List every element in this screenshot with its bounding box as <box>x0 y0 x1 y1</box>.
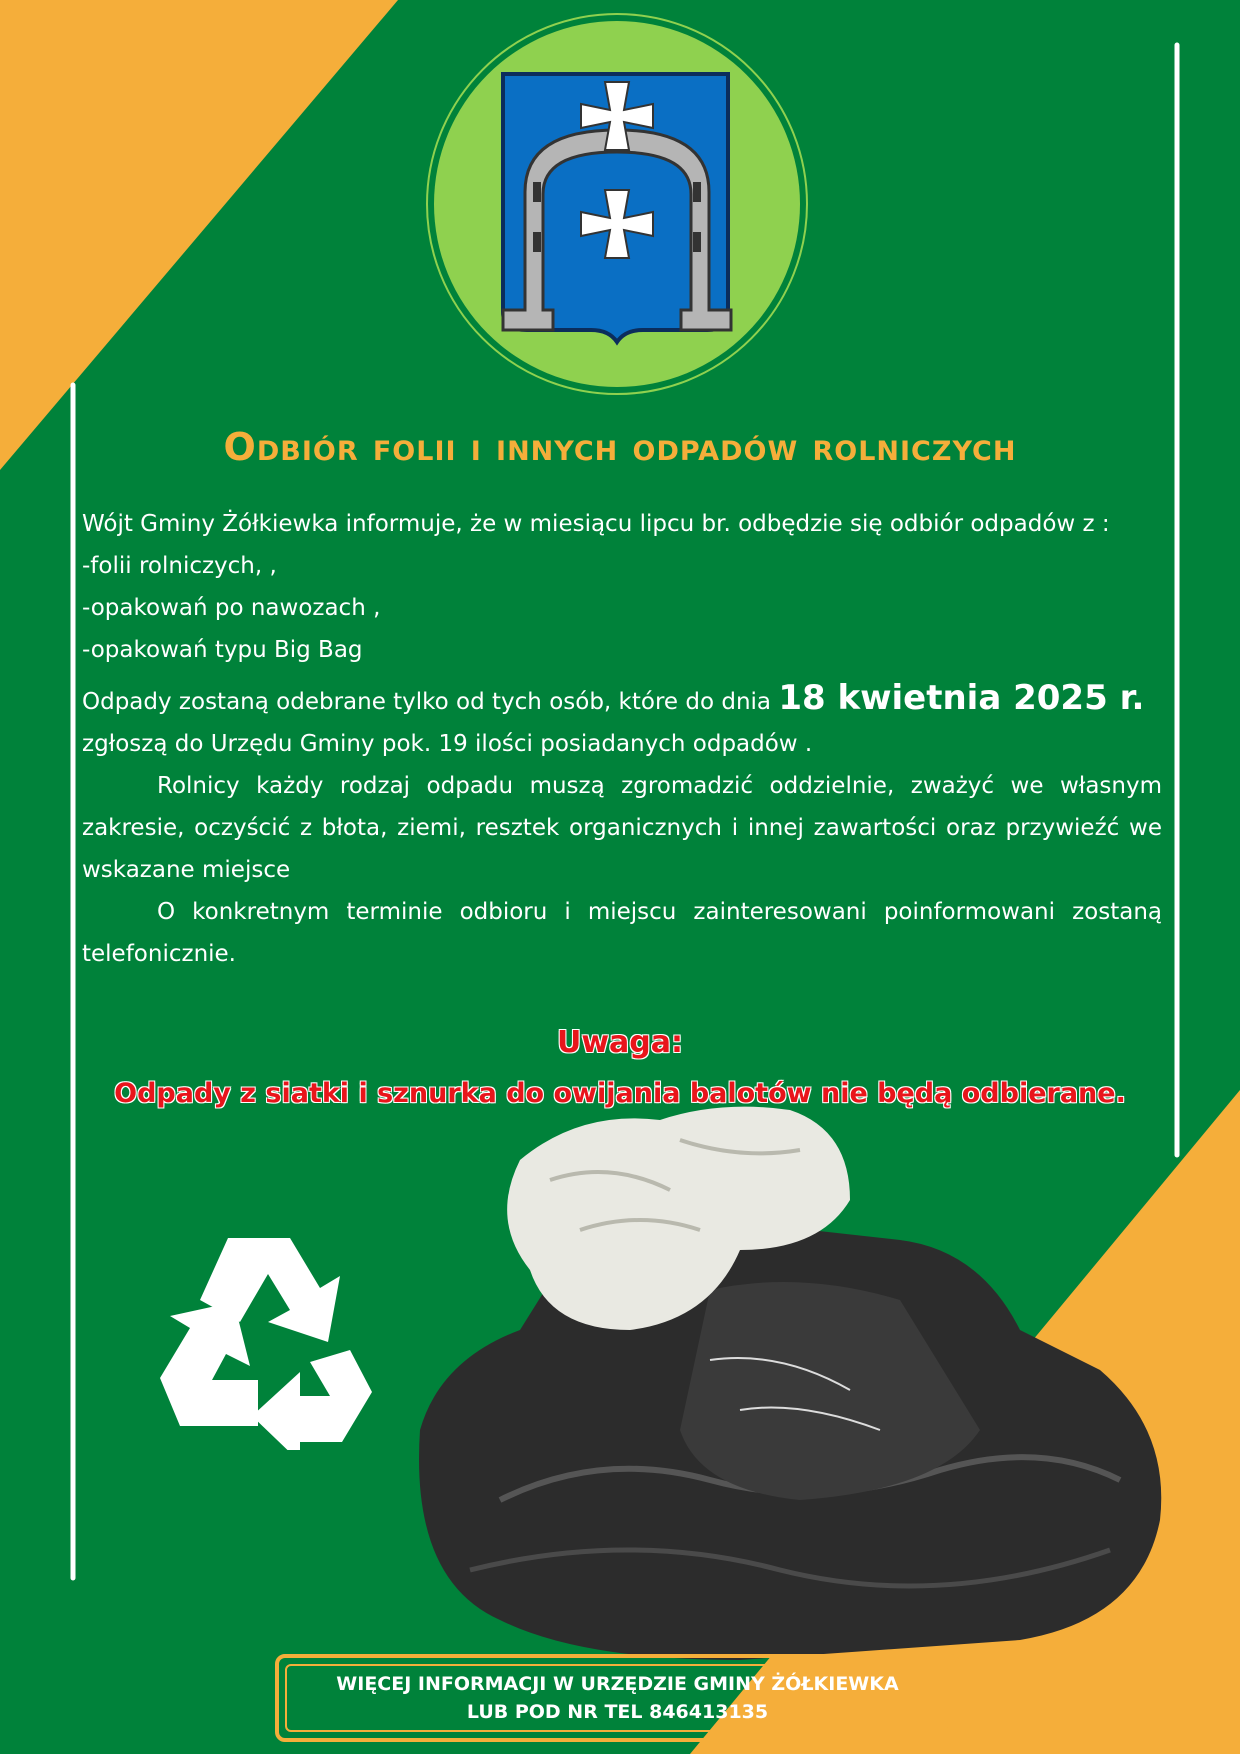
report-line: zgłoszą do Urzędu Gminy pok. 19 ilości posiadanych odpadów . <box>82 731 813 757</box>
announcement-body <box>82 503 1162 975</box>
deadline-line <box>82 677 1162 723</box>
waste-item: -folii rolniczych, , <box>82 553 277 579</box>
deadline-date: 18 kwietnia 2025 r <box>778 678 1132 718</box>
footer-info-box <box>275 1654 960 1742</box>
deadline-text-before: Odpady zostaną odebrane tylko od tych osób, które do dnia <box>82 689 779 715</box>
intro-text: Wójt Gminy Żółkiewka informuje, że w miesiącu lipcu br. odbędzie się odbiór odpadów z : <box>82 511 1110 537</box>
waste-item: -opakowań po nawozach , <box>82 595 381 621</box>
footer-line-1: WIĘCEJ INFORMACJI W URZĘDZIE GMINY ŻÓŁKIEWKA <box>336 1673 899 1695</box>
footer-line-2: LUB POD NR TEL 846413135 <box>466 1701 769 1723</box>
page-title: Odbiór folii i innych odpadów rolniczych <box>223 425 1017 469</box>
warning-text: Odpady z siatki i sznurka do owijania balotów nie będą odbierane. <box>114 1078 1126 1109</box>
warning-heading: Uwaga: <box>556 1025 684 1060</box>
deadline-text-after: . <box>1131 678 1145 718</box>
waste-item: -opakowań typu Big Bag <box>82 637 363 663</box>
coat-of-arms-icon <box>425 12 810 397</box>
instruction-paragraph: Rolnicy każdy rodzaj odpadu muszą zgromadzić oddzielnie, zważyć we własnym zakresie, oczyścić z błota, ziemi, resztek organicznych i innej zawartości oraz przywieźć we wskazane miejsce <box>82 773 1162 883</box>
recycle-icon <box>150 1230 375 1450</box>
top-left-corner-triangle <box>0 0 398 470</box>
contact-paragraph: O konkretnym terminie odbioru i miejscu zainteresowani poinformowani zostaną telefonicznie. <box>82 899 1162 967</box>
footer-info-inner <box>285 1664 950 1732</box>
waste-bags-illustration <box>380 1100 1180 1660</box>
